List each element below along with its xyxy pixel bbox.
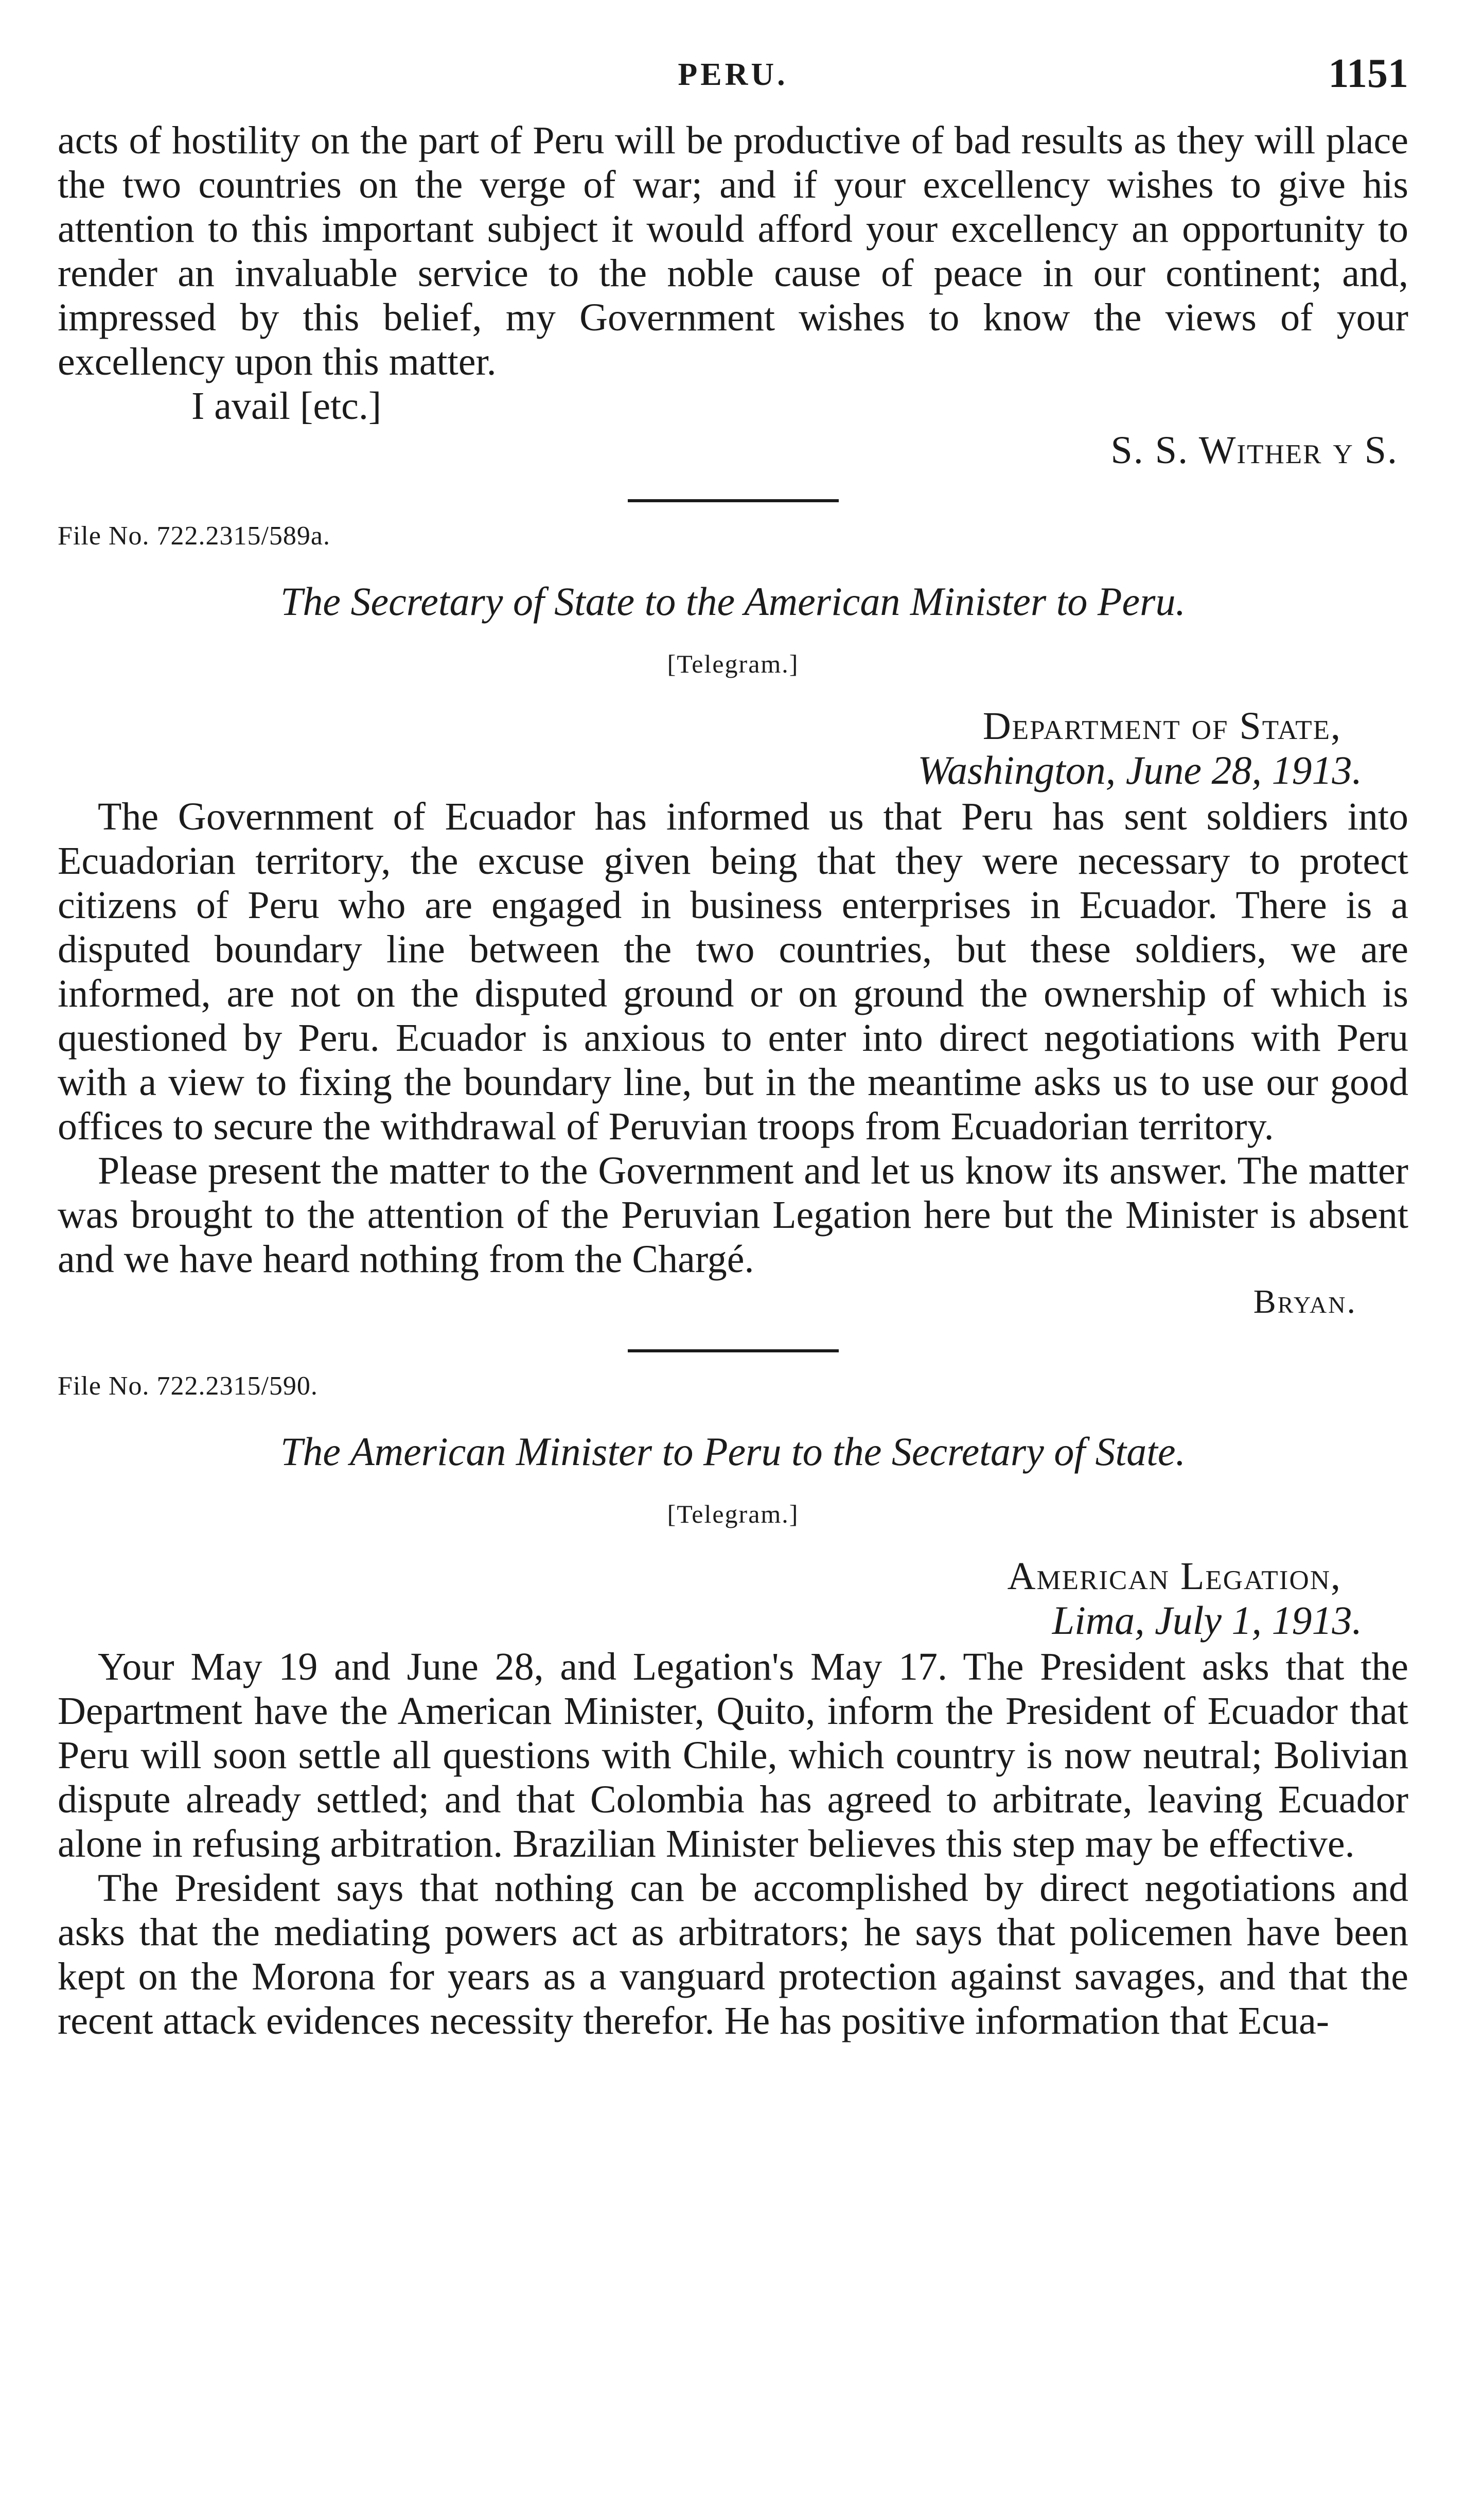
sender-office: American Legation, — [1007, 1555, 1341, 1598]
file-number: File No. 722.2315/589a. — [58, 521, 330, 551]
dateline: Lima, July 1, 1913. — [1052, 1598, 1362, 1643]
paragraph-continuation: acts of hostility on the part of Peru will be productive of bad results as they will place the two countries on the verge of war; and if your excellency wishes to give his attention to this important subject it would afford your excellency an opportunity to render an invaluable service to the noble cause of peace in our continent; and, impressed by this belief, my Government wishes to know the views of your excellency upon this matter. — [58, 119, 1408, 383]
paragraph: Your May 19 and June 28, and Legation's May 17. The President asks that the Department have the American Minister, Quito, inform the President of Ecuador that Peru will soon settle all questions with Chile, which country is now neutral; Bolivian dispute already settled; and that Colombia has agreed to arbitrate, leaving Ecuador alone in refusing arbitration. Brazilian Minister believes this step may be effective. — [58, 1645, 1408, 1865]
file-number: File No. 722.2315/590. — [58, 1371, 318, 1401]
document-type: [Telegram.] — [667, 1500, 799, 1528]
document-page — [58, 46, 1408, 2043]
document-title: The American Minister to Peru to the Secretary of State. — [280, 1429, 1186, 1474]
running-head-title: PERU. — [678, 57, 788, 92]
signature-text: S. S. Wither y S. — [1110, 429, 1398, 472]
signature-wither — [58, 428, 1408, 472]
page-number: 1151 — [1328, 51, 1408, 96]
document-type: [Telegram.] — [667, 649, 799, 678]
dateline: Washington, June 28, 1913. — [917, 748, 1362, 792]
closing-formula: I avail [etc.] — [191, 384, 382, 428]
paragraph: The President says that nothing can be accomplished by direct negotiations and asks that the mediating powers act as arbitrators; he says that policemen have been kept on the Morona for years as a vanguard protection against savages, and that the recent attack evidences necessity therefor. He has positive information that Ecua- — [58, 1866, 1408, 2042]
section-divider — [628, 499, 839, 502]
section-divider — [628, 1349, 839, 1352]
sender-office: Department of State, — [982, 704, 1341, 748]
paragraph: Please present the matter to the Government and let us know its answer. The matter was brought to the attention of the Peruvian Legation here but the Minister is absent and we have heard nothing from the Chargé. — [58, 1149, 1408, 1281]
signature-bryan: Bryan. — [1253, 1283, 1357, 1320]
paragraph: The Government of Ecuador has informed us that Peru has sent soldiers into Ecuadorian territory, the excuse given being that they were necessary to protect citizens of Peru who are engaged in business enterprises in Ecuador. There is a disputed boundary line between the two countries, but these soldiers, we are informed, are not on the disputed ground or on ground the ownership of which is questioned by Peru. Ecuador is anxious to enter into direct negotiations with Peru with a view to fixing the boundary line, but in the meantime asks us to use our good offices to secure the withdrawal of Peruvian troops from Ecuadorian territory. — [58, 795, 1408, 1148]
document-title: The Secretary of State to the American Minister to Peru. — [280, 579, 1186, 624]
running-head — [58, 46, 1408, 118]
